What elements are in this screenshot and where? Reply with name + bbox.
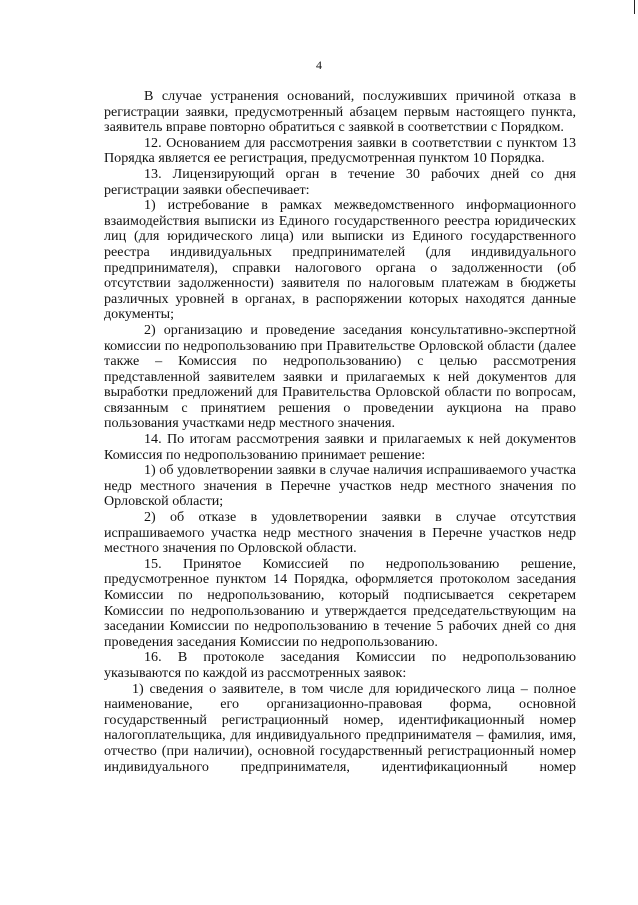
paragraph-p13: 13. Лицензирующий орган в течение 30 рабочих дней со дня регистрации заявки обеспечивает: — [104, 165, 576, 198]
paragraph-p12: 12. Основанием для рассмотрения заявки в соответствии с пунктом 13 Порядка является ее регистрация, предусмотренная пунктом 10 Порядка. — [104, 134, 576, 167]
paragraph-p14-1: 1) об удовлетворении заявки в случае наличия испрашиваемого участка недр местного значения в Перечне участков недр местного значения по Орловской области; — [104, 462, 576, 510]
page-number: 4 — [316, 58, 322, 72]
paragraph-p14: 14. По итогам рассмотрения заявки и прилагаемых к ней документов Комиссия по недропользованию принимает решение: — [104, 431, 576, 463]
paragraph-p13-1: 1) истребование в рамках межведомственного информационного взаимодействия выписки из Единого государственного реестра юридических лиц (для юридического лица) или выписки из Единого государственного реестра индивидуальных предпринимателей (для индивидуального предпринимателя), справки налогового органа о задолженности (об отсутствии задолженности) заявителя по налоговым платежам в бюджеты различных уровней в органах, в распоряжении которых находятся данные документы; — [104, 197, 576, 323]
paragraph-p15: 15. Принятое Комиссией по недропользованию решение, предусмотренное пунктом 14 Порядка, оформляется протоколом заседания Комиссии по недропользованию, который подписывается секретарем Комиссии по недропользованию и утверждается председательствующим на заседании Комиссии по недропользованию в течение 5 рабочих дней со дня проведения заседания Комиссии по недропользованию. — [104, 555, 576, 650]
document-body — [104, 89, 576, 775]
corner-mark — [634, 0, 635, 14]
paragraph-p1: В случае устранения оснований, послуживших причиной отказа в регистрации заявки, предусмотренный абзацем первым настоящего пункта, заявитель вправе повторно обратиться с заявкой в соответствии с Порядком. — [104, 88, 576, 136]
paragraph-p14-2: 2) об отказе в удовлетворении заявки в случае отсутствия испрашиваемого участка недр местного значения в Перечне участков недр местного значения по Орловской области. — [104, 509, 576, 557]
paragraph-p13-2: 2) организацию и проведение заседания консультативно-экспертной комиссии по недропользованию при Правительстве Орловской области (далее также – Комиссия по недропользованию) с целью рассмотрения представленной заявителем заявки и прилагаемых к ней документов для выработки предложений для Правительства Орловской области по вопросам, связанным с принятием решения о проведении аукциона на право пользования участками недр местного значения. — [104, 321, 576, 432]
paragraph-p16: 16. В протоколе заседания Комиссии по недропользованию указываются по каждой из рассмотренных заявок: — [104, 649, 576, 681]
paragraph-p16-1: 1) сведения о заявителе, в том числе для юридического лица – полное наименование, его организационно-правовая форма, основной государственный регистрационный номер, идентификационный номер налогоплательщика, для индивидуального предпринимателя – фамилия, имя, отчество (при наличии), основной государственный регистрационный номер индивидуального предпринимателя, идентификационный номер — [104, 680, 576, 775]
